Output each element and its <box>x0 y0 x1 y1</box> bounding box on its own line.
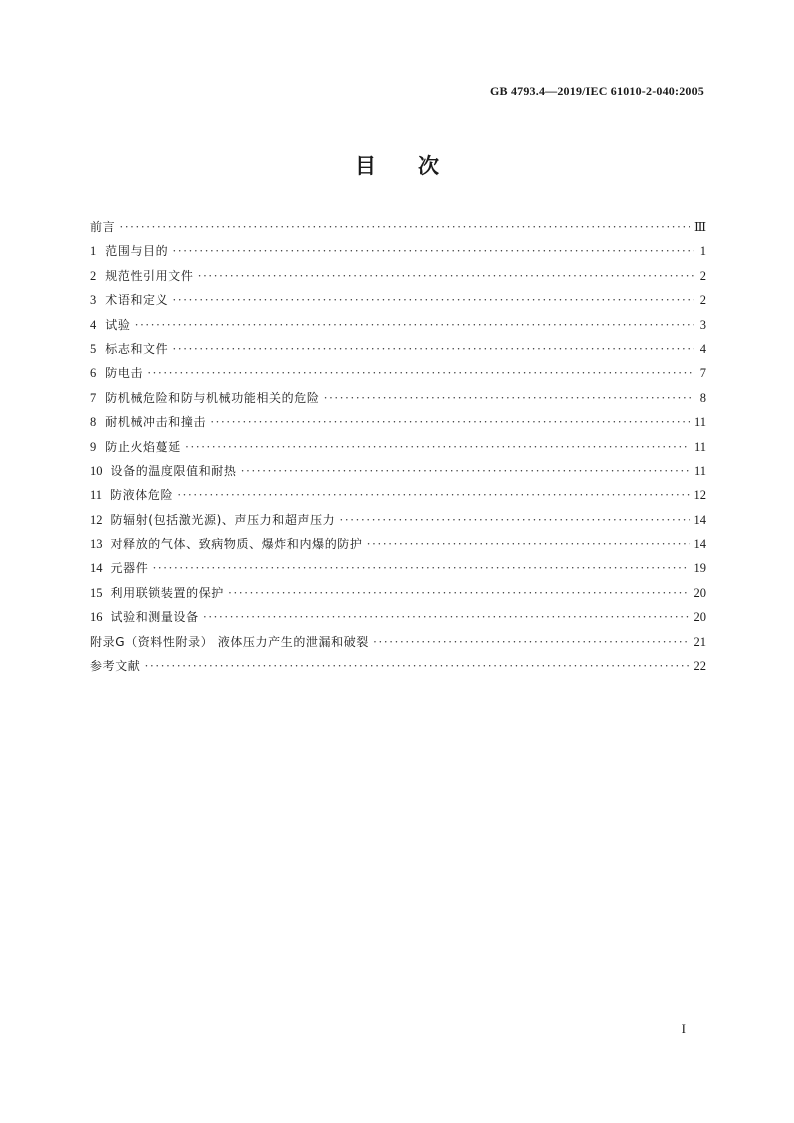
toc-entry[interactable] <box>90 605 706 629</box>
toc-dot-leader <box>241 459 690 483</box>
toc-entry-number: 13 <box>90 537 103 552</box>
toc-dot-leader <box>367 532 690 556</box>
toc-entry-page: 20 <box>693 610 706 625</box>
toc-entry[interactable] <box>90 288 706 312</box>
toc-entry-label: 试验 <box>105 317 131 332</box>
toc-dot-leader <box>197 264 694 288</box>
toc-dot-leader <box>172 288 694 312</box>
toc-entry-number: 2 <box>90 268 97 283</box>
toc-entry[interactable] <box>90 483 706 507</box>
toc-entry-label: 防液体危险 <box>110 488 174 503</box>
toc-entry-page: 19 <box>693 561 706 576</box>
toc-entry-number: 15 <box>90 585 103 600</box>
toc-dot-leader <box>228 581 690 605</box>
toc-entry-page: 21 <box>693 634 706 649</box>
toc-dot-leader <box>210 410 690 434</box>
toc-entry-page: 20 <box>693 585 706 600</box>
toc-entry[interactable] <box>90 386 706 410</box>
toc-entry-number: 3 <box>90 293 97 308</box>
toc-entry-label: 防机械危险和防与机械功能相关的危险 <box>105 390 320 405</box>
toc-entry[interactable] <box>90 459 706 483</box>
toc-entry-page: 14 <box>693 537 706 552</box>
toc-entry-page: 4 <box>699 341 706 356</box>
toc-entry-label: 术语和定义 <box>105 293 169 308</box>
toc-entry-label: 范围与目的 <box>105 244 169 259</box>
toc-dot-leader <box>147 361 694 385</box>
toc-entry-number: 8 <box>90 415 97 430</box>
toc-entry-label: 防辐射(包括激光源)、声压力和超声压力 <box>110 512 336 527</box>
toc-entry-label: 防止火焰蔓延 <box>105 439 181 454</box>
toc-entry[interactable] <box>90 313 706 337</box>
toc-entry[interactable] <box>90 508 706 532</box>
toc-dot-leader <box>144 654 689 678</box>
toc-entry-label: 防电击 <box>105 366 144 381</box>
toc-entry-label: 附录G（资料性附录） 液体压力产生的泄漏和破裂 <box>90 634 369 649</box>
toc-entry-label: 试验和测量设备 <box>110 610 199 625</box>
toc-entry-page: 2 <box>699 293 706 308</box>
toc-entry[interactable] <box>90 435 706 459</box>
toc-entry-page: 11 <box>693 463 706 478</box>
standard-code-header: GB 4793.4—2019/IEC 61010-2-040:2005 <box>490 84 704 98</box>
toc-dot-leader <box>152 556 689 580</box>
toc-dot-leader <box>172 239 694 263</box>
toc-entry-page: 12 <box>693 488 706 503</box>
toc-entry-number: 10 <box>90 463 103 478</box>
toc-entry-label: 利用联锁装置的保护 <box>110 585 224 600</box>
toc-entry-number: 11 <box>90 488 103 503</box>
toc-entry-number: 16 <box>90 610 103 625</box>
toc-entry-number: 9 <box>90 439 97 454</box>
toc-dot-leader <box>323 386 694 410</box>
toc-entry-label: 规范性引用文件 <box>105 268 194 283</box>
toc-dot-leader <box>134 313 694 337</box>
toc-entry[interactable] <box>90 581 706 605</box>
toc-entry-number: 12 <box>90 512 103 527</box>
toc-entry-label: 设备的温度限值和耐热 <box>110 463 237 478</box>
toc-entry[interactable] <box>90 337 706 361</box>
toc-entry-label: 对释放的气体、致病物质、爆炸和内爆的防护 <box>110 537 363 552</box>
toc-entry-number: 1 <box>90 244 97 259</box>
toc-entry-number: 4 <box>90 317 97 332</box>
toc-entry-page: 7 <box>699 366 706 381</box>
toc-entry-page: 11 <box>693 439 706 454</box>
page-number: I <box>681 1021 686 1036</box>
title-char-2: 次 <box>418 154 439 178</box>
toc-dot-leader <box>172 337 694 361</box>
toc-entry-page: 8 <box>699 390 706 405</box>
title-char-1: 目 <box>355 154 376 178</box>
toc-entry-number: 6 <box>90 366 97 381</box>
toc-entry[interactable] <box>90 410 706 434</box>
toc-entry-page: 3 <box>699 317 706 332</box>
toc-entry[interactable] <box>90 556 706 580</box>
toc-entry[interactable] <box>90 239 706 263</box>
toc-entry-page: Ⅲ <box>693 220 706 234</box>
toc-entry-page: 1 <box>699 244 706 259</box>
toc-entry[interactable] <box>90 630 706 654</box>
toc-dot-leader <box>373 630 690 654</box>
toc-entry-label: 前言 <box>90 220 116 234</box>
toc-dot-leader <box>339 508 689 532</box>
table-of-contents <box>90 215 706 678</box>
toc-dot-leader <box>119 215 690 239</box>
toc-entry[interactable] <box>90 215 706 239</box>
toc-entry[interactable] <box>90 654 706 678</box>
toc-entry-page: 14 <box>693 512 706 527</box>
toc-entry-label: 元器件 <box>110 561 149 576</box>
toc-dot-leader <box>203 605 690 629</box>
toc-entry-number: 14 <box>90 561 103 576</box>
toc-entry-page: 22 <box>693 659 706 674</box>
toc-dot-leader <box>177 483 689 507</box>
toc-entry[interactable] <box>90 532 706 556</box>
toc-entry-label: 参考文献 <box>90 659 141 674</box>
toc-entry-number: 7 <box>90 390 97 405</box>
toc-entry[interactable] <box>90 264 706 288</box>
toc-dot-leader <box>185 435 690 459</box>
page-title <box>0 150 794 180</box>
toc-entry-label: 耐机械冲击和撞击 <box>105 415 207 430</box>
toc-entry-label: 标志和文件 <box>105 341 169 356</box>
toc-entry-number: 5 <box>90 341 97 356</box>
toc-entry-page: 2 <box>699 268 706 283</box>
toc-entry[interactable] <box>90 361 706 385</box>
toc-entry-page: 11 <box>693 415 706 430</box>
